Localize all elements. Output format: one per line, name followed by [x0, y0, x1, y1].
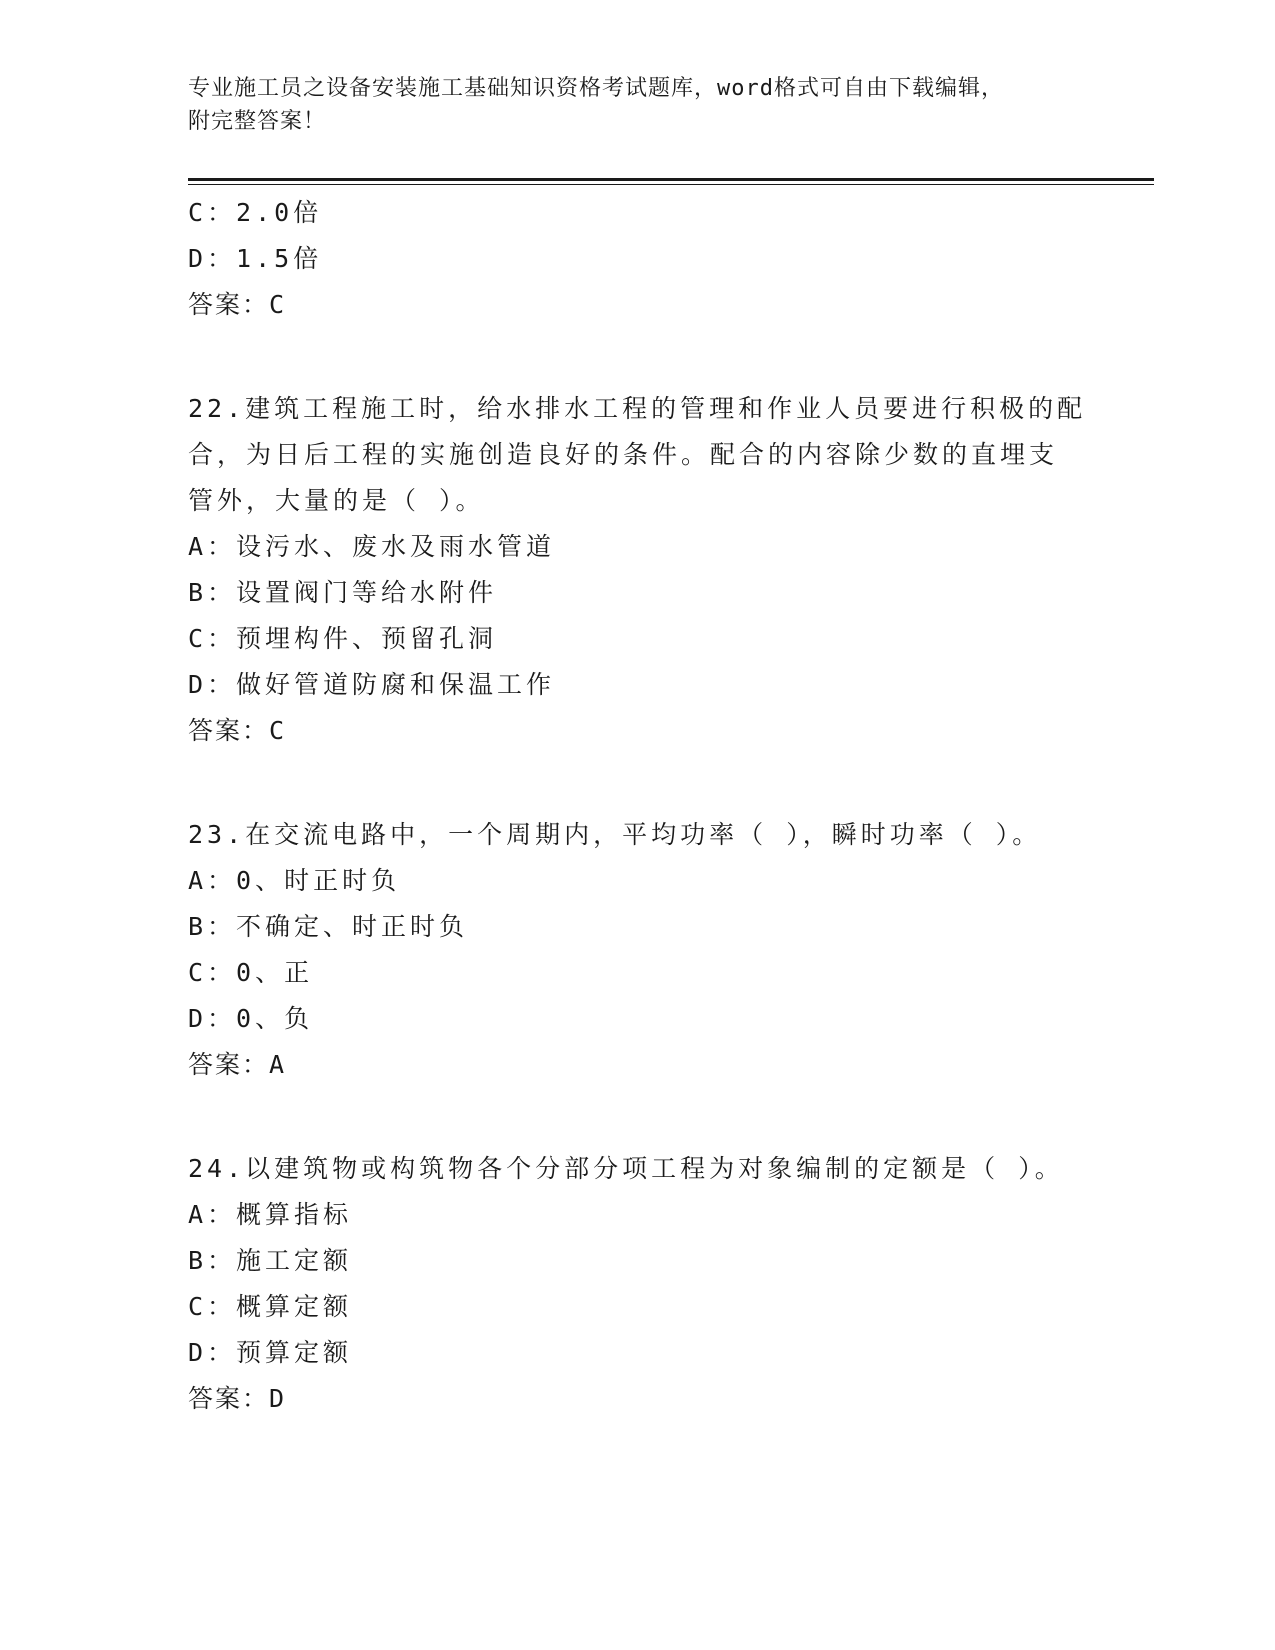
option-b: B：施工定额	[188, 1246, 353, 1275]
question-stem-line: 23.在交流电路中，一个周期内，平均功率（ ），瞬时功率（ ）。	[188, 820, 1042, 849]
answer-label: 答案：C	[188, 290, 287, 319]
question-stem-line: 合，为日后工程的实施创造良好的条件。配合的内容除少数的直埋支	[188, 440, 1059, 469]
option-d: D：预算定额	[188, 1338, 353, 1367]
option-d: D：0、负	[188, 1004, 314, 1033]
option-c: C：2.0倍	[188, 198, 323, 227]
question-21-tail	[188, 190, 1088, 328]
option-a: A：设污水、废水及雨水管道	[188, 532, 556, 561]
option-d: D：做好管道防腐和保温工作	[188, 670, 556, 699]
option-c: C：概算定额	[188, 1292, 353, 1321]
question-23	[188, 812, 1088, 1088]
answer-label: 答案：C	[188, 716, 287, 745]
answer-label: 答案：A	[188, 1050, 287, 1079]
option-d: D：1.5倍	[188, 244, 323, 273]
question-24	[188, 1146, 1088, 1422]
option-a: A：概算指标	[188, 1200, 353, 1229]
option-c: C：预埋构件、预留孔洞	[188, 624, 498, 653]
option-b: B：不确定、时正时负	[188, 912, 469, 941]
answer-label: 答案：D	[188, 1384, 287, 1413]
question-22	[188, 386, 1088, 754]
header-divider-thick	[188, 178, 1154, 181]
question-stem-line: 22.建筑工程施工时，给水排水工程的管理和作业人员要进行积极的配	[188, 394, 1087, 423]
header-divider-thin	[188, 184, 1154, 185]
question-stem-line: 管外，大量的是（ ）。	[188, 486, 485, 515]
header-line-2: 附完整答案！	[188, 109, 327, 134]
page-header	[188, 72, 1068, 138]
question-list	[188, 190, 1088, 1422]
option-a: A：0、时正时负	[188, 866, 401, 895]
option-b: B：设置阀门等给水附件	[188, 578, 498, 607]
option-c: C：0、正	[188, 958, 314, 987]
header-line-1: 专业施工员之设备安装施工基础知识资格考试题库，word格式可自由下载编辑，	[188, 76, 1004, 101]
question-stem-line: 24.以建筑物或构筑物各个分部分项工程为对象编制的定额是（ ）。	[188, 1154, 1064, 1183]
